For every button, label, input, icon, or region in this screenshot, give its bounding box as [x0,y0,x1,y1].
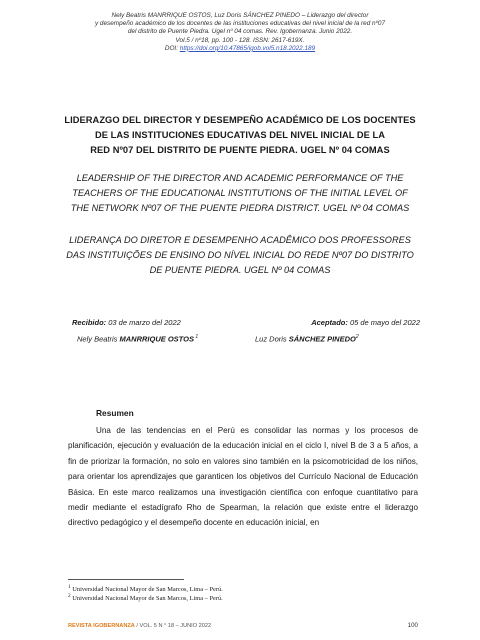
footnote-mark: 2 [68,593,71,599]
title-english [40,171,440,216]
header-line: del distrito de Puente Piedra. Ugel nº 04 comas. Rev. Igobernanza. Junio 2022. [127,28,353,36]
accepted-date [311,318,420,327]
title-line: LEADERSHIP OF THE DIRECTOR AND ACADEMIC PERFORMANCE OF THE [76,173,404,183]
received-date [72,318,181,327]
header-line: Vol.5 / nº18, pp. 100 - 128. ISSN: 2617-619X. [175,36,305,44]
footnote-mark: 1 [68,584,71,590]
title-line: TEACHERS OF THE EDUCATIONAL INSTITUTIONS OF THE INITIAL LEVEL OF [72,188,408,198]
author-1-family: MANRRIQUE OSTOS [119,334,194,344]
journal-volume: / VOL. 5 N ° 18 – JUNIO 2022 [134,623,212,629]
author-1 [77,334,198,344]
title-line: LIDERANÇA DO DIRETOR E DESEMPENHO ACADÊMICO DOS PROFESSORES [69,235,411,245]
title-line: DAS INSTITUIÇÕES DE ENSINO DO NÍVEL INICIAL DO REDE Nº07 DO DISTRITO [66,250,414,260]
author-2-given: Luz Doris [255,334,289,344]
footnote-text: Universidad Nacional Mayor de San Marcos, Lima – Perú. [70,586,223,594]
accepted-value: 05 de mayo del 2022 [347,318,420,327]
author-1-given: Nely Beatris [77,334,120,344]
title-line: DE PUENTE PIEDRA. UGEL Nº 04 COMAS [149,265,331,275]
abstract-heading: Resumen [96,408,134,418]
doi-link[interactable]: https://doi.org/10.47865/igob.vol5.n18.2022.189 [179,44,316,52]
page-number: 100 [407,622,418,629]
author-2-affil-mark: 2 [355,334,359,340]
doi-line [40,45,440,53]
footnote-2 [68,593,223,602]
doi-label: DOI: [164,44,180,52]
received-value: 03 de marzo del 2022 [106,318,181,327]
footnote-rule [68,579,184,580]
footnote-text: Universidad Nacional Mayor de San Marcos, Lima – Perú. [70,595,223,603]
title-line: RED Nº07 DEL DISTRITO DE PUENTE PIEDRA. UGEL Nº 04 COMAS [90,145,390,155]
journal-brand: REVISTA IGOBERNANZA [68,623,135,629]
accepted-label: Aceptado: [311,318,348,327]
footnote-1 [68,584,223,593]
running-header [40,12,440,53]
title-line: LIDERAZGO DEL DIRECTOR Y DESEMPEÑO ACADÉMICO DE LOS DOCENTES [64,115,416,125]
title-portuguese [40,233,440,278]
page-footer [68,623,418,629]
author-2 [255,334,359,344]
author-1-affil-mark: 1 [193,334,199,340]
abstract-body: Una de las tendencias en el Perú es consolidar las normas y los procesos de planificación, ejecución y evaluación de la educación inicial en el ciclo I, nivel B de 3 a 5 años, a fin de priorizar la formación, no solo en valores sino también en la psicomotricidad de los niños, para orientar los aprendizajes que garanticen los objetivos del Currículo Nacional de Educación Básica. En este marco realizamos una investigación científica con enfoque cuantitativo para medir mediante el estadígrafo Rho de Spearman, la relación que existe entre el liderazgo directivo pedagógico y el desempeño docente en educación inicial, en [68,426,418,528]
title-line: DE LAS INSTITUCIONES EDUCATIVAS DEL NIVEL INICIAL DE LA [94,130,386,140]
title-spanish [40,113,440,158]
header-line: y desempeño académico de los docentes de las instituciones educativas del nivel inicial de la red nº07 [94,20,386,28]
header-line: Nely Beatris MANRRIQUE OSTOS, Luz Doris SÁNCHEZ PINEDO – Liderazgo del director [111,12,369,19]
title-line: THE NETWORK Nº07 OF THE PUENTE PIEDRA DISTRICT. UGEL Nº 04 COMAS [70,203,410,213]
author-2-family: SÁNCHEZ PINEDO [288,334,356,344]
received-label: Recibido: [72,318,107,327]
